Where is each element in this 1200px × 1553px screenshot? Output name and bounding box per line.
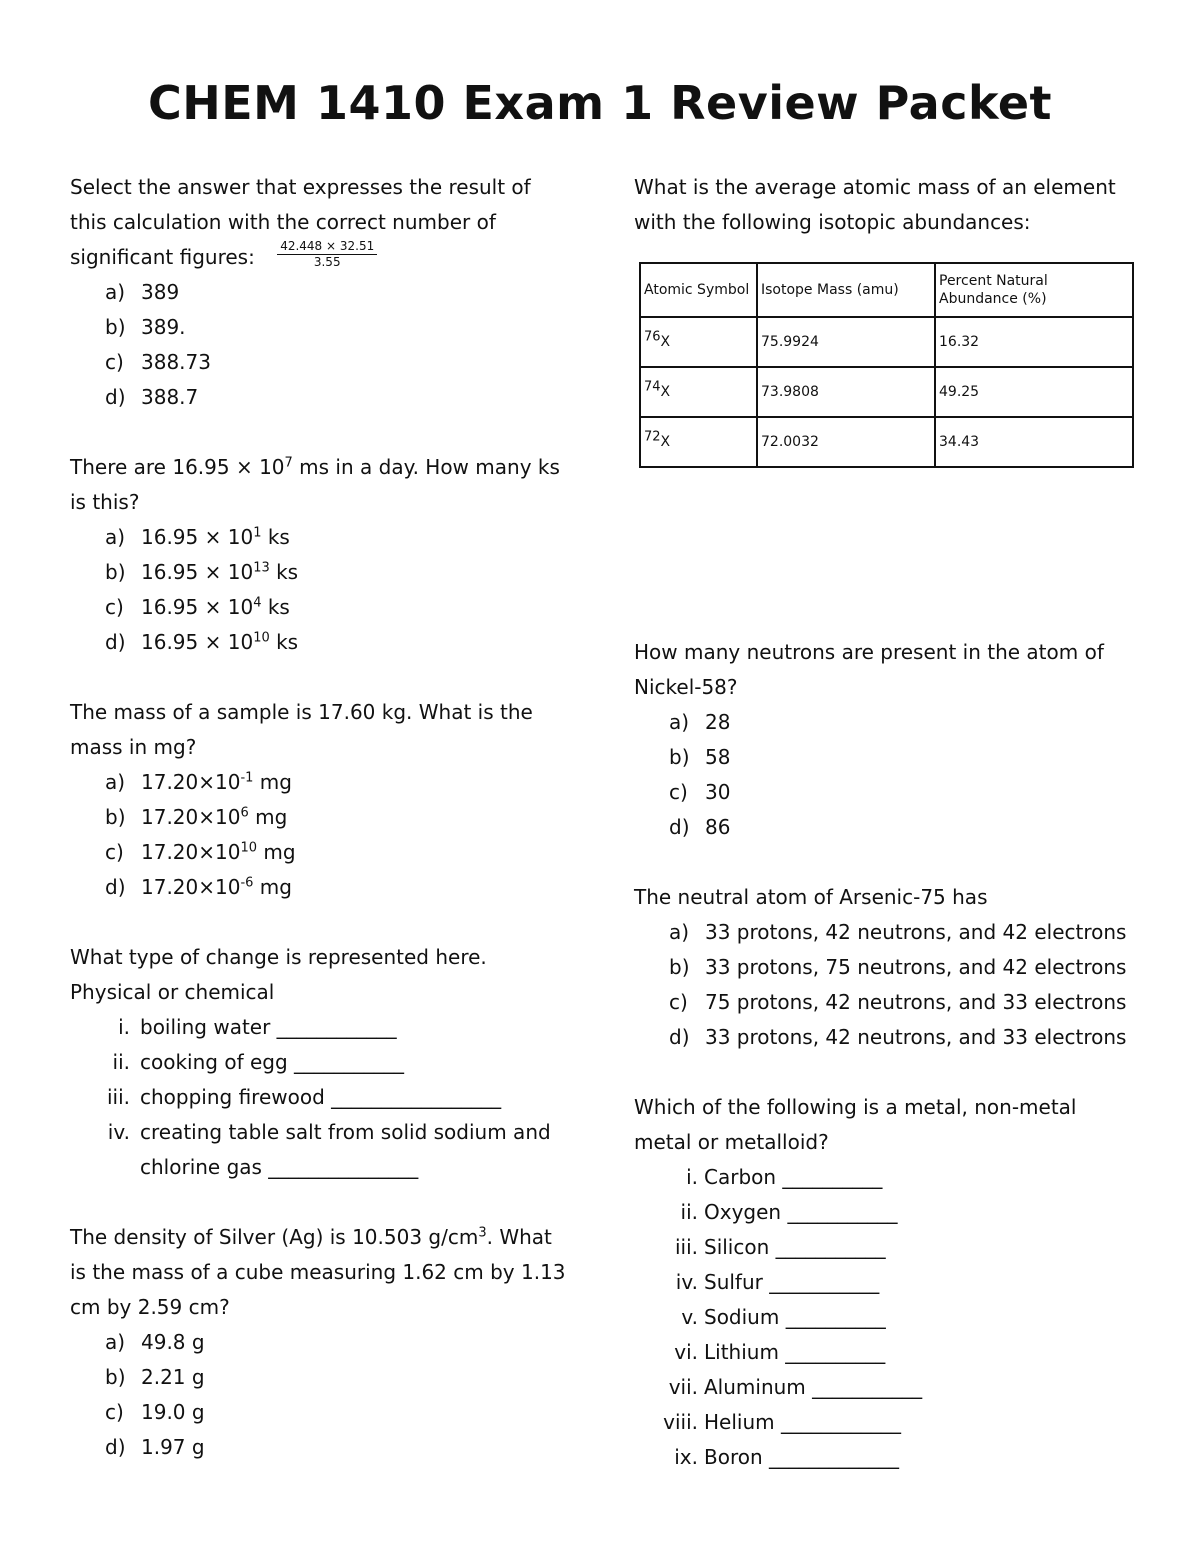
exponent: 10: [253, 630, 270, 646]
option-label: a): [105, 280, 126, 304]
question-text: The mass of a sample is 17.60 kg. What is the: [70, 700, 533, 724]
question-text-part: significant figures:: [70, 245, 255, 269]
question-nickel-neutrons: [634, 635, 1154, 845]
question-text: What type of change is represented here.: [70, 945, 487, 969]
option-text: 30: [705, 780, 731, 804]
list-item: [634, 1300, 1154, 1335]
list-item: [634, 1195, 1154, 1230]
table-row: [640, 317, 1133, 367]
option-text: [141, 590, 290, 625]
question-text-part: There are 16.95 × 10: [70, 455, 285, 479]
option-base: 16.95 × 10: [141, 525, 254, 549]
isotope-mass: 73.9808: [757, 367, 935, 417]
option-unit: ks: [269, 630, 299, 654]
item-label: i.: [686, 1165, 698, 1189]
list-item: [70, 1045, 570, 1080]
option-label: d): [105, 385, 126, 409]
answer-option: [70, 520, 570, 555]
item-text: Silicon ___________: [704, 1235, 886, 1259]
question-ms-to-ks: [70, 450, 570, 660]
answer-option: [634, 1020, 1154, 1055]
answer-option: [70, 345, 570, 380]
isotope-mass: 75.9924: [757, 317, 935, 367]
question-arsenic-atom: [634, 880, 1154, 1055]
option-text: 2.21 g: [141, 1365, 205, 1389]
option-text: [141, 800, 287, 835]
question-kg-to-mg: [70, 695, 570, 905]
mass-number: 76: [644, 329, 661, 345]
option-unit: ks: [261, 525, 290, 549]
option-text: 388.73: [141, 350, 211, 374]
option-text: 33 protons, 42 neutrons, and 33 electrons: [705, 1025, 1127, 1049]
item-label: viii.: [663, 1410, 698, 1434]
option-unit: ks: [269, 560, 299, 584]
option-label: c): [105, 595, 124, 619]
answer-option: [634, 775, 1154, 810]
element-symbol: X: [660, 434, 671, 450]
item-label: ix.: [674, 1445, 698, 1469]
item-label: vii.: [668, 1375, 698, 1399]
question-text: mass in mg?: [70, 735, 197, 759]
isotope-abundance: 49.25: [935, 367, 1133, 417]
option-label: c): [669, 990, 688, 1014]
question-text: Nickel-58?: [634, 675, 738, 699]
answer-option: [70, 310, 570, 345]
item-text: chopping firewood _________________: [140, 1085, 502, 1109]
option-text: 28: [705, 710, 731, 734]
option-label: a): [105, 525, 126, 549]
option-label: a): [105, 770, 126, 794]
option-label: d): [105, 1435, 126, 1459]
item-text: Sodium __________: [704, 1305, 886, 1329]
item-label: iv.: [675, 1270, 698, 1294]
option-text: 33 protons, 42 neutrons, and 42 electrons: [705, 920, 1127, 944]
option-label: c): [105, 350, 124, 374]
fraction-numerator: 42.448 × 32.51: [277, 239, 377, 255]
question-text-part: . What: [486, 1225, 552, 1249]
calculation-fraction: [277, 239, 377, 270]
list-item: [634, 1265, 1154, 1300]
option-text: 58: [705, 745, 731, 769]
option-label: d): [105, 630, 126, 654]
answer-option: [634, 915, 1154, 950]
isotope-symbol: [640, 367, 757, 417]
item-text: boiling water ____________: [140, 1015, 397, 1039]
question-change-type: [70, 940, 570, 1185]
item-text: Aluminum ___________: [704, 1375, 923, 1399]
option-text: 75 protons, 42 neutrons, and 33 electrons: [705, 990, 1127, 1014]
item-label: vi.: [674, 1340, 698, 1364]
answer-option: [70, 1395, 570, 1430]
option-label: b): [669, 745, 690, 769]
option-label: d): [669, 815, 690, 839]
table-row: [640, 367, 1133, 417]
isotope-symbol: [640, 317, 757, 367]
page-title: CHEM 1410 Exam 1 Review Packet: [147, 76, 1053, 130]
answer-option: [70, 380, 570, 415]
question-text: Which of the following is a metal, non-metal: [634, 1095, 1077, 1119]
option-label: d): [669, 1025, 690, 1049]
question-sig-figs: [70, 170, 570, 415]
exponent: 1: [253, 525, 262, 541]
isotope-abundance: 34.43: [935, 417, 1133, 467]
option-base: 17.20×10: [141, 770, 241, 794]
item-label: ii.: [680, 1200, 698, 1224]
item-label: iii.: [106, 1085, 130, 1109]
exponent: 4: [253, 595, 262, 611]
option-unit: mg: [248, 805, 288, 829]
answer-option: [70, 870, 570, 905]
question-text: Physical or chemical: [70, 980, 275, 1004]
answer-option: [70, 800, 570, 835]
item-label: i.: [118, 1015, 130, 1039]
answer-option: [70, 555, 570, 590]
answer-option: [634, 705, 1154, 740]
question-text: The neutral atom of Arsenic-75 has: [634, 885, 988, 909]
question-text: How many neutrons are present in the atom of: [634, 640, 1104, 664]
exponent: 3: [478, 1225, 487, 1241]
option-text: 86: [705, 815, 731, 839]
question-text: is the mass of a cube measuring 1.62 cm by 1.13: [70, 1260, 566, 1284]
option-text: [141, 625, 298, 660]
option-base: 17.20×10: [141, 875, 241, 899]
question-text: [70, 1220, 570, 1255]
answer-option: [634, 740, 1154, 775]
question-text-part: The density of Silver (Ag) is 10.503 g/cm: [70, 1225, 479, 1249]
option-label: c): [105, 840, 124, 864]
option-unit: mg: [257, 840, 296, 864]
mass-number: 72: [644, 429, 661, 445]
question-text: [70, 450, 570, 485]
exponent: 13: [253, 560, 270, 576]
option-label: b): [669, 955, 690, 979]
list-item: [70, 1080, 570, 1115]
mass-number: 74: [644, 379, 661, 395]
answer-option: [70, 275, 570, 310]
exponent: -6: [240, 875, 254, 891]
option-text: 389: [141, 280, 180, 304]
question-text: metal or metalloid?: [634, 1130, 829, 1154]
right-column: [634, 170, 1154, 1475]
item-text: Helium ____________: [704, 1410, 901, 1434]
answer-option: [70, 765, 570, 800]
option-base: 16.95 × 10: [141, 560, 254, 584]
left-column: [70, 170, 570, 1465]
option-label: c): [669, 780, 688, 804]
item-text: Carbon __________: [704, 1165, 883, 1189]
option-label: b): [105, 1365, 126, 1389]
option-label: a): [669, 710, 690, 734]
question-text: with the following isotopic abundances:: [634, 210, 1031, 234]
option-base: 17.20×10: [141, 805, 241, 829]
answer-option: [70, 1430, 570, 1465]
question-text: Select the answer that expresses the result of: [70, 175, 531, 199]
table-header: Atomic Symbol: [640, 263, 757, 317]
item-text: Sulfur ___________: [704, 1270, 880, 1294]
option-unit: mg: [253, 770, 292, 794]
answer-option: [634, 810, 1154, 845]
exponent: -1: [240, 770, 254, 786]
list-item: [70, 1115, 570, 1185]
option-text: [141, 555, 298, 590]
exponent: 7: [284, 455, 293, 471]
answer-option: [70, 1360, 570, 1395]
fraction-denominator: 3.55: [313, 255, 341, 269]
table-header-row: [640, 263, 1133, 317]
question-text-part: ms in a day. How many ks: [292, 455, 560, 479]
isotope-symbol: [640, 417, 757, 467]
question-text: this calculation with the correct number of: [70, 210, 496, 234]
answer-option: [70, 625, 570, 660]
list-item: [70, 1010, 570, 1045]
isotope-table: [639, 262, 1134, 468]
option-unit: ks: [261, 595, 290, 619]
option-text: [141, 835, 296, 870]
option-text: 389.: [141, 315, 186, 339]
option-base: 16.95 × 10: [141, 595, 254, 619]
item-text: creating table salt from solid sodium and chlorine gas _______________: [140, 1120, 551, 1179]
option-label: c): [105, 1400, 124, 1424]
exponent: 10: [240, 840, 258, 856]
isotope-abundance: 16.32: [935, 317, 1133, 367]
question-text: cm by 2.59 cm?: [70, 1295, 230, 1319]
item-label: iii.: [674, 1235, 698, 1259]
option-label: b): [105, 560, 126, 584]
table-header: Percent Natural Abundance (%): [935, 263, 1133, 317]
list-item: [634, 1440, 1154, 1475]
list-item: [634, 1230, 1154, 1265]
list-item: [634, 1335, 1154, 1370]
table-header: Isotope Mass (amu): [757, 263, 935, 317]
question-average-atomic-mass: [634, 170, 1154, 468]
option-label: d): [105, 875, 126, 899]
option-label: b): [105, 315, 126, 339]
question-text: What is the average atomic mass of an element: [634, 175, 1116, 199]
question-metal-classification: [634, 1090, 1154, 1475]
element-symbol: X: [660, 334, 671, 350]
list-item: [634, 1370, 1154, 1405]
option-label: b): [105, 805, 126, 829]
item-text: cooking of egg ___________: [140, 1050, 405, 1074]
table-row: [640, 417, 1133, 467]
option-text: 33 protons, 75 neutrons, and 42 electrons: [705, 955, 1127, 979]
option-text: [141, 520, 290, 555]
answer-option: [70, 1325, 570, 1360]
item-label: ii.: [112, 1050, 130, 1074]
element-symbol: X: [660, 384, 671, 400]
option-text: [141, 765, 292, 800]
option-text: 388.7: [141, 385, 199, 409]
option-unit: mg: [253, 875, 292, 899]
item-text: Boron _____________: [704, 1445, 900, 1469]
question-silver-density: [70, 1220, 570, 1465]
option-text: 49.8 g: [141, 1330, 205, 1354]
option-text: 19.0 g: [141, 1400, 205, 1424]
option-text: 1.97 g: [141, 1435, 205, 1459]
item-text: Lithium __________: [704, 1340, 886, 1364]
option-label: a): [669, 920, 690, 944]
list-item: [634, 1405, 1154, 1440]
item-label: v.: [681, 1305, 698, 1329]
option-base: 16.95 × 10: [141, 630, 254, 654]
exponent: 6: [240, 805, 249, 821]
answer-option: [634, 950, 1154, 985]
item-label: iv.: [107, 1120, 130, 1144]
answer-option: [70, 590, 570, 625]
question-text: is this?: [70, 490, 140, 514]
option-label: a): [105, 1330, 126, 1354]
item-text: Oxygen ___________: [704, 1200, 898, 1224]
list-item: [634, 1160, 1154, 1195]
option-text: [141, 870, 292, 905]
isotope-mass: 72.0032: [757, 417, 935, 467]
answer-option: [634, 985, 1154, 1020]
answer-option: [70, 835, 570, 870]
option-base: 17.20×10: [141, 840, 241, 864]
question-text: [70, 240, 570, 275]
